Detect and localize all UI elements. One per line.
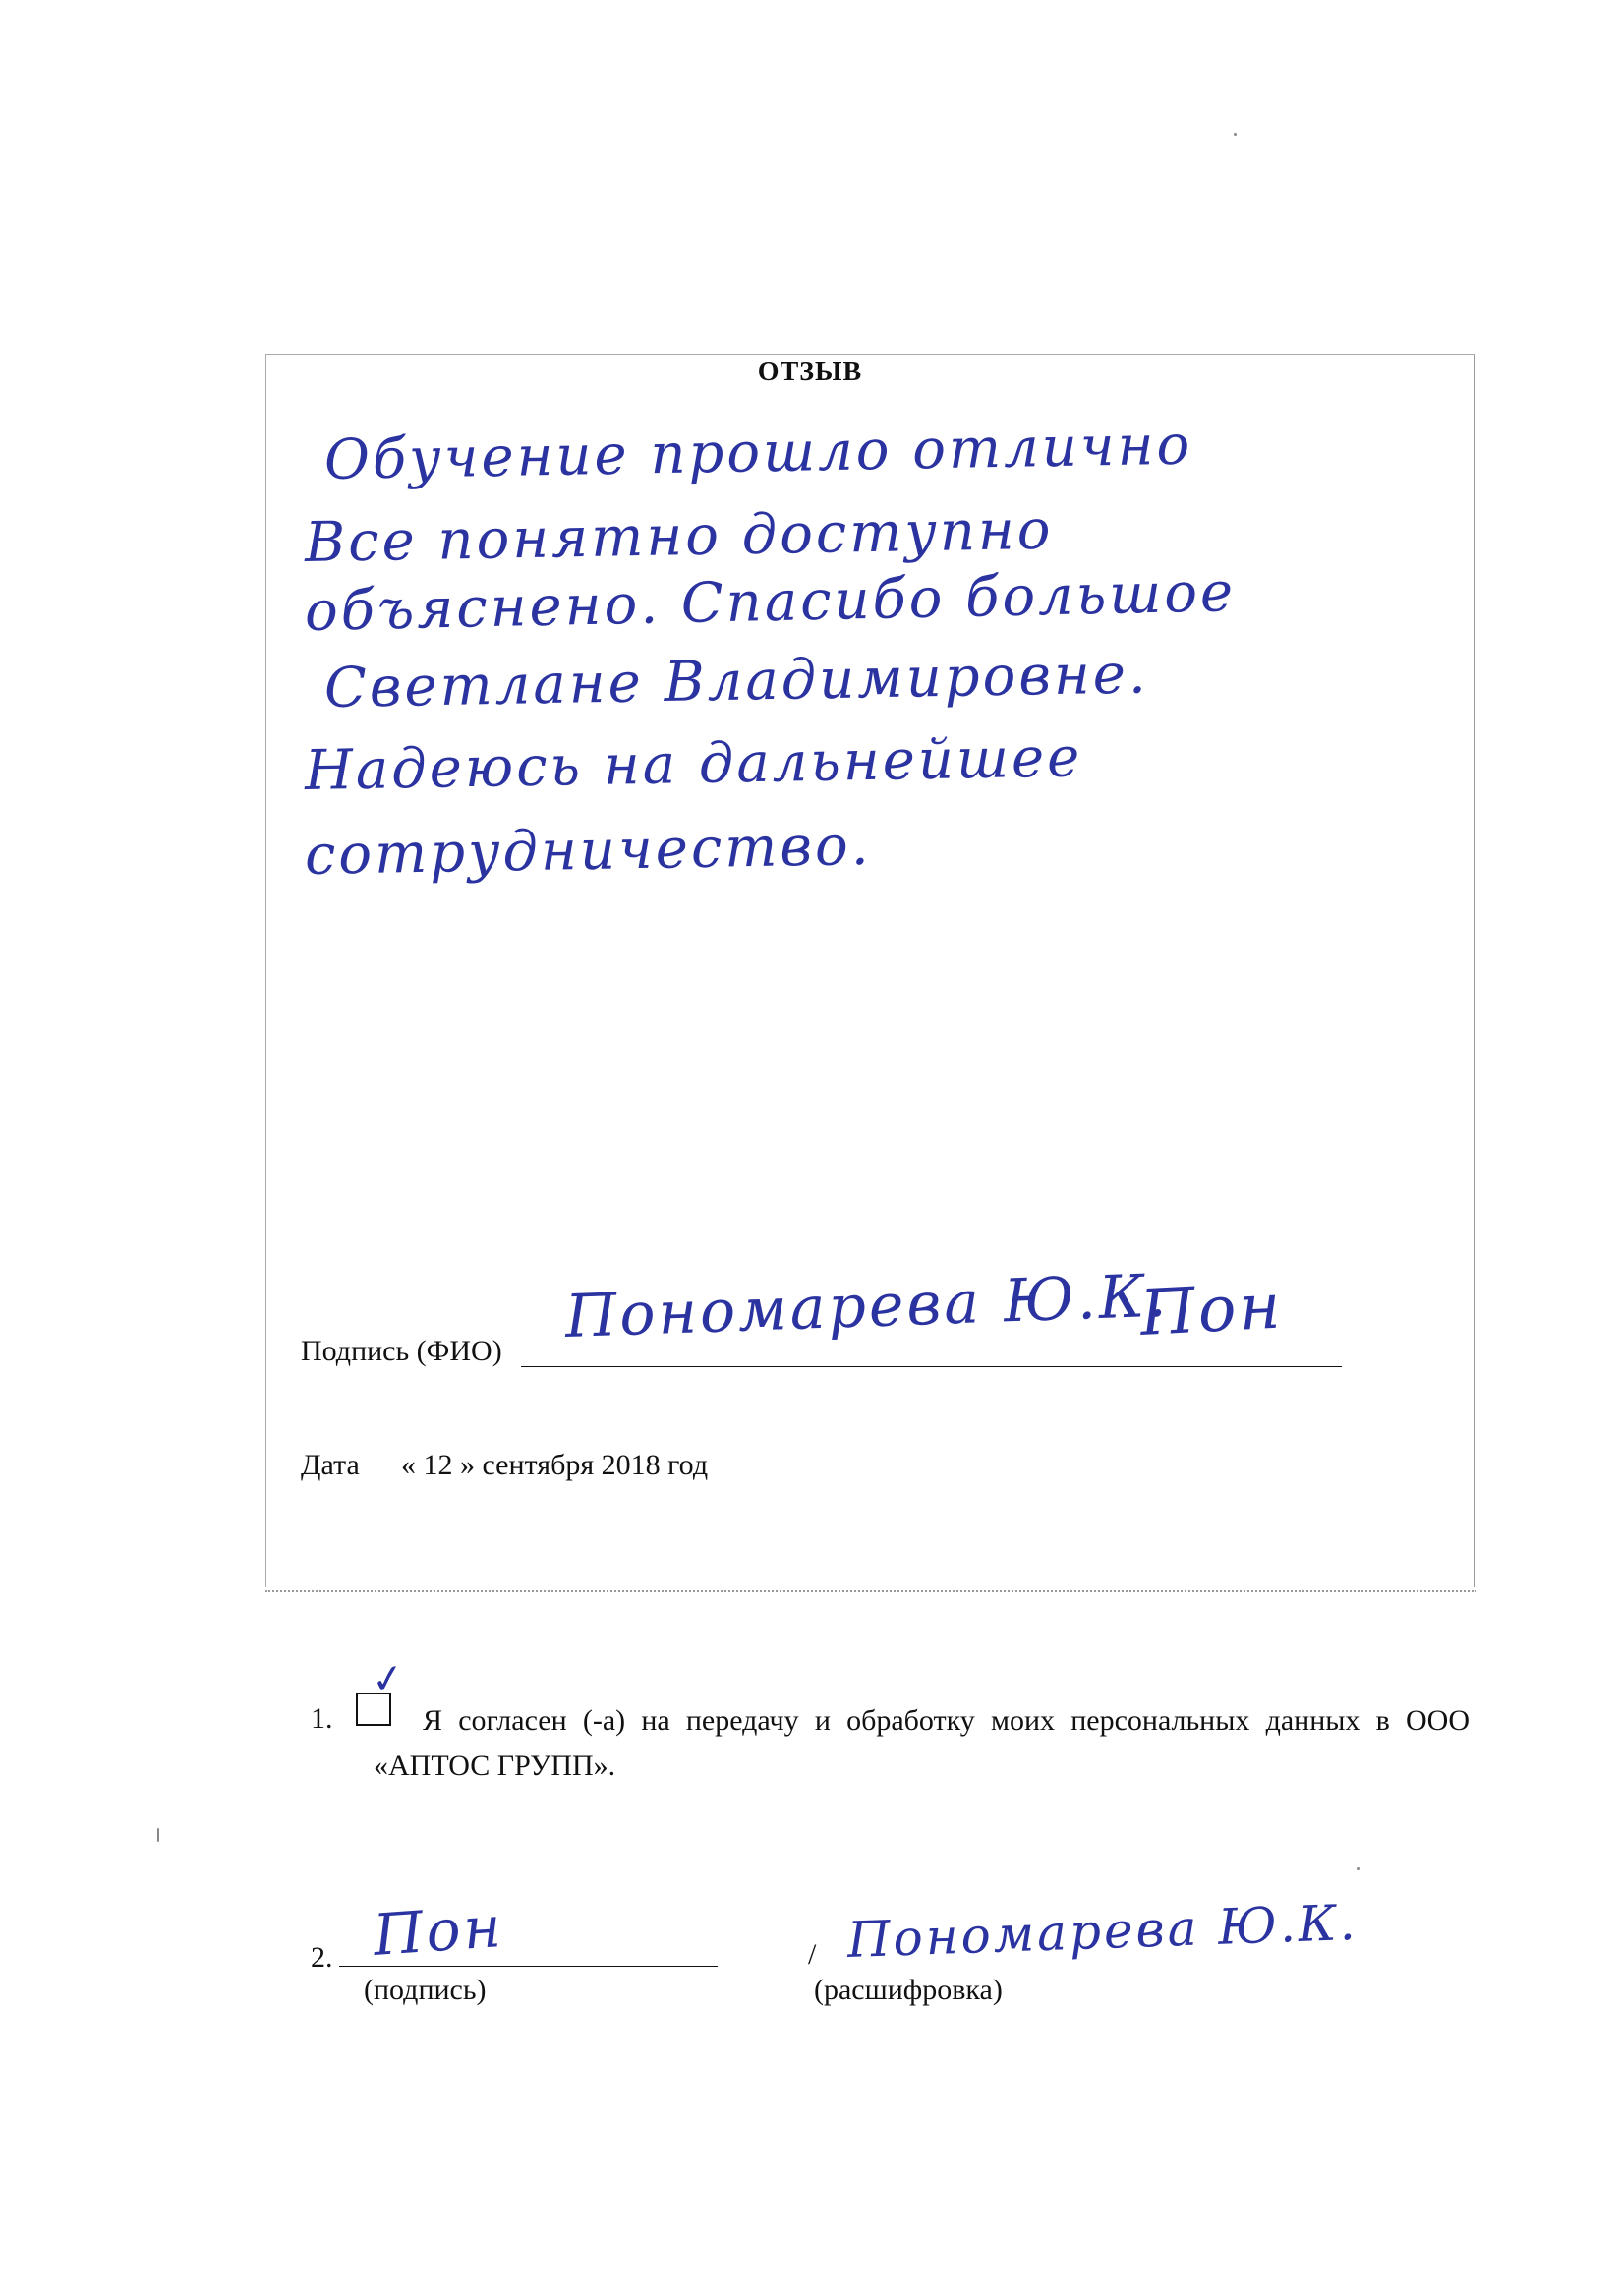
checkmark-icon: ✓: [368, 1654, 411, 1704]
consent-text-content: Я согласен (-а) на передачу и обработку моих персональных данных в ООО «АПТОС ГРУПП».: [374, 1704, 1470, 1782]
item-2-decoding-handwritten: Пономарева Ю.К.: [845, 1893, 1360, 1969]
handwritten-line-5: Надеюсь на дальнейшее: [304, 725, 1083, 803]
date-value: « 12 » сентября 2018 год: [401, 1449, 709, 1481]
item-2-separator: /: [808, 1938, 817, 1971]
signature-mark: Пон: [1138, 1270, 1286, 1350]
consent-text: [374, 1698, 1470, 1789]
item-2-decoding-caption: (расшифровка): [814, 1974, 1003, 2006]
handwritten-line-4: Светлане Владимировне.: [323, 642, 1150, 720]
signature-handwritten-name: Пономарева Ю.К.: [563, 1261, 1171, 1351]
review-box-bottom-border: [265, 1590, 1476, 1592]
handwritten-line-3: объяснено. Спасибо большое: [304, 560, 1237, 644]
scan-speck: [1234, 133, 1237, 136]
handwritten-line-2: Все понятно доступно: [304, 497, 1054, 575]
item-2-signature: Пон: [371, 1892, 506, 1969]
scan-speck: [157, 1828, 159, 1842]
scan-speck: [1357, 1867, 1360, 1870]
handwritten-line-6: сотрудничество.: [304, 813, 872, 888]
review-title: ОТЗЫВ: [757, 357, 863, 387]
handwritten-line-1: Обучение прошло отлично: [323, 413, 1193, 492]
consent-item-2-number: 2.: [311, 1941, 333, 1974]
signature-line: [521, 1366, 1342, 1367]
item-2-signature-caption: (подпись): [364, 1974, 487, 2006]
consent-item-1-number: 1.: [311, 1702, 333, 1735]
date-label: Дата: [301, 1449, 360, 1481]
signature-label: Подпись (ФИО): [301, 1335, 502, 1367]
